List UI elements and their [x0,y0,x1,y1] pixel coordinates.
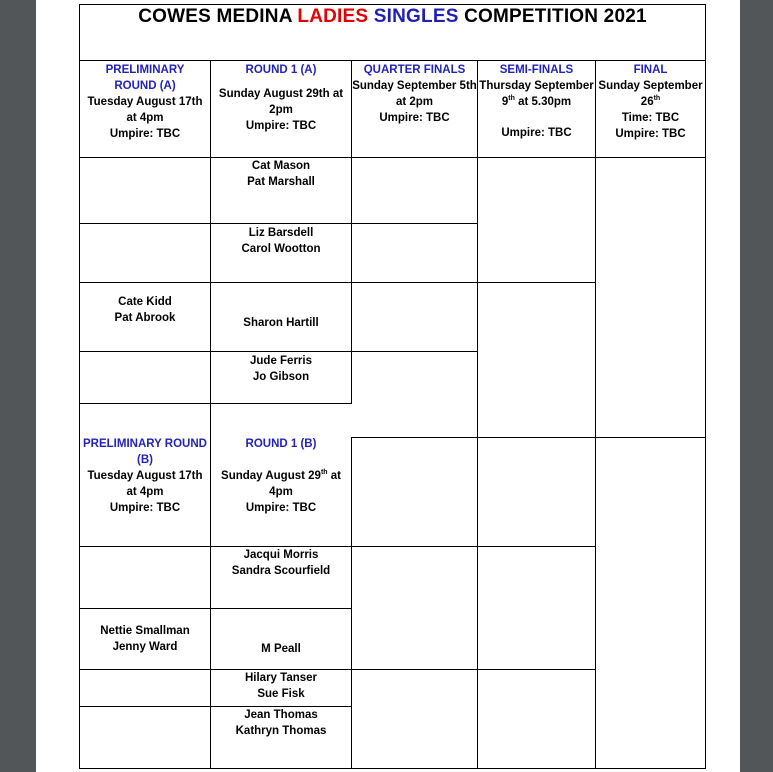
player-name: Jo Gibson [252,371,310,383]
viewer-gutter-right [740,0,773,772]
player-name: Cate Kidd [118,296,172,308]
header-quarter-title: QUARTER FINALS [363,64,466,76]
player-name: Pat Abrook [114,312,176,324]
header-prelim-a-date: Tuesday August 17th at 4pm [87,96,203,124]
header-round1-b-date-b: 4pm [269,486,293,498]
header-prelim-b-umpire: Umpire: TBC [109,502,181,514]
player-name: Sue Fisk [257,688,305,700]
round1-b-match-4 [210,707,352,739]
player-name: Nettie Smallman [100,625,190,637]
round1-a-match-1 [210,158,352,190]
player-name: Cat Mason [251,160,311,172]
round1-b-match-2 [210,641,352,657]
header-prelim-b-title-a: PRELIMINARY ROUND [83,438,207,450]
header-final [595,62,706,142]
header-prelim-a-umpire: Umpire: TBC [109,128,181,140]
round1-a-match-3 [210,315,352,331]
header-prelim-b-date: Tuesday August 17th at 4pm [87,470,203,498]
header-round1-a-title: ROUND 1 (A) [245,64,317,76]
header-final-umpire: Umpire: TBC [615,128,686,140]
header-quarter-umpire: Umpire: TBC [379,112,450,124]
header-round1-a-umpire: Umpire: TBC [245,120,317,132]
header-semi-finals [477,62,596,141]
player-name: Hilary Tanser [244,672,317,684]
player-name: Jean Thomas [244,709,318,721]
round1-b-match-1 [210,547,352,579]
header-round1-b-date-a: Sunday August 29th at [221,469,341,482]
header-prelim-a [79,62,211,142]
header-round1-b-umpire: Umpire: TBC [245,502,317,514]
header-final-time: Time: TBC [621,112,680,124]
player-name: Liz Barsdell [248,227,314,239]
player-name: Pat Marshall [247,176,315,188]
header-prelim-b-title-b: (B) [137,454,153,466]
page-title: COWES MEDINA LADIES SINGLES COMPETITION 2021 [138,6,647,27]
header-quarter-finals [351,62,478,126]
player-name: Carol Wootton [241,243,321,255]
header-semi-date-b: 9th at 5.30pm [501,95,572,108]
header-round1-a [210,62,352,134]
header-prelim-b [79,436,211,516]
prelim-a-match-1 [79,294,211,326]
header-prelim-a-title: PRELIMINARY ROUND (A) [105,64,185,92]
player-name: Jude Ferris [250,355,312,367]
header-round1-b-title: ROUND 1 (B) [245,438,317,450]
round1-b-match-3 [210,670,352,702]
player-name: Jenny Ward [112,641,178,653]
player-name: Kathryn Thomas [235,725,327,737]
header-quarter-date: Sunday September 5th at 2pm [352,80,477,108]
header-semi-date-a: Thursday September [479,80,594,92]
header-final-date-b: 26th [640,95,661,108]
header-semi-umpire: Umpire: TBC [501,127,572,139]
header-final-date-a: Sunday September [598,80,703,92]
header-semi-title: SEMI-FINALS [499,64,574,76]
header-final-title: FINAL [633,64,668,76]
header-round1-b [210,436,352,516]
player-name: Sharon Hartill [243,317,319,329]
player-name: Sandra Scourfield [231,565,331,577]
round1-a-match-2 [210,225,352,257]
round1-a-match-4 [210,353,352,385]
prelim-b-match-1 [79,623,211,655]
player-name: M Peall [261,643,301,655]
title-singles: SINGLES [373,6,459,27]
title-ladies: LADIES [297,6,369,27]
header-round1-a-date: Sunday August 29th at 2pm [218,88,344,116]
player-name: Jacqui Morris [243,549,319,561]
viewer-gutter-left [0,0,36,772]
